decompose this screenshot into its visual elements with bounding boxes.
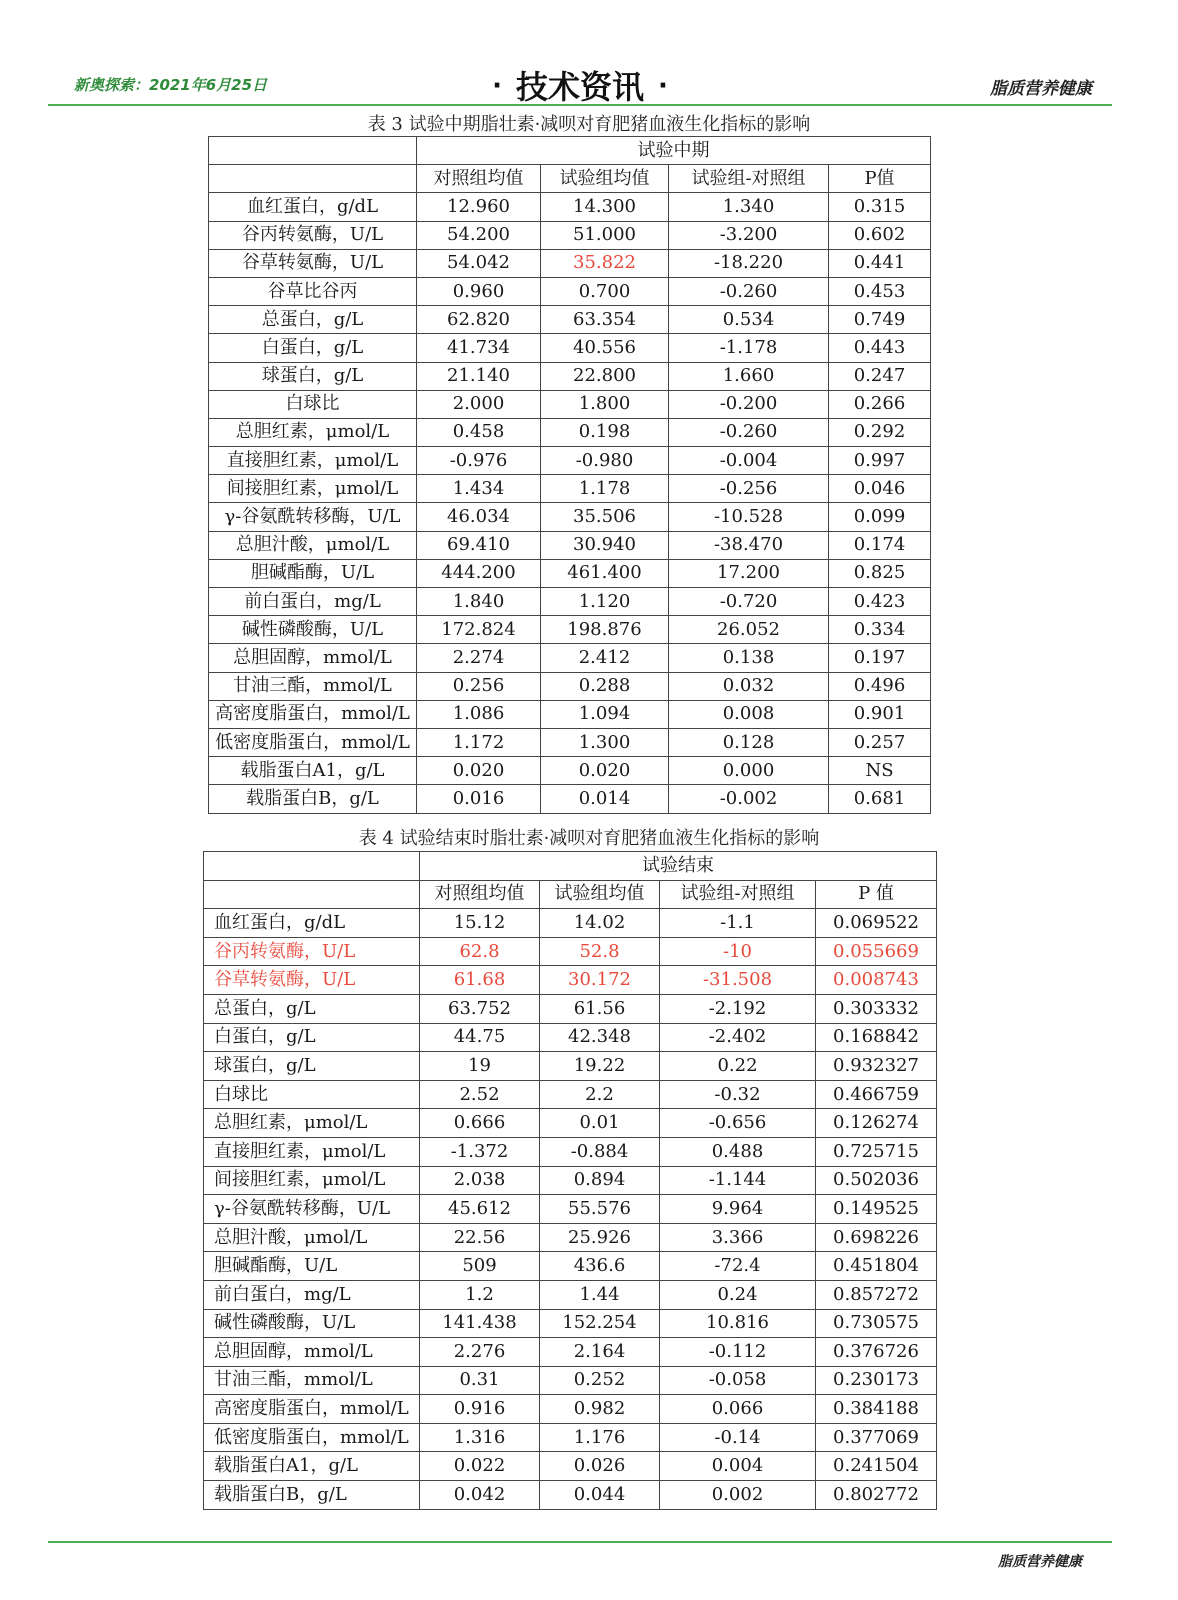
table4-diff-cell: 0.002 <box>660 1481 816 1510</box>
table3-test-mean-cell: 40.556 <box>541 334 669 362</box>
table3-control-mean-cell: 444.200 <box>417 559 541 587</box>
table4-diff-cell: 0.24 <box>660 1280 816 1309</box>
table3-indicator-cell: 总胆汁酸，μmol/L <box>209 531 417 559</box>
table3-indicator-cell: 载脂蛋白A1，g/L <box>209 757 417 785</box>
table3-test-mean-cell: 0.288 <box>541 672 669 700</box>
table4-indicator-cell: 直接胆红素，μmol/L <box>204 1137 420 1166</box>
table4-test-mean-cell: 14.02 <box>540 909 660 938</box>
table4-p-value-cell: 0.055669 <box>816 937 937 966</box>
table4-p-value-cell: 0.008743 <box>816 966 937 995</box>
table3-diff-cell: 0.000 <box>669 757 829 785</box>
table3-indicator-cell: 间接胆红素，μmol/L <box>209 475 417 503</box>
table4-indicator-cell: 球蛋白，g/L <box>204 1052 420 1081</box>
table3-test-mean-cell: 1.300 <box>541 728 669 756</box>
table3-p-value-cell: 0.099 <box>829 503 931 531</box>
table3-row <box>209 193 931 221</box>
table3-p-value-cell: 0.315 <box>829 193 931 221</box>
table4-row <box>204 1481 937 1510</box>
table4-diff-cell: -0.14 <box>660 1423 816 1452</box>
table3-p-value-cell: 0.681 <box>829 785 931 813</box>
table3-indicator-cell: 谷草转氨酶，U/L <box>209 249 417 277</box>
table3-caption: 表 3 试验中期脂壮素·减呗对育肥猪血液生化指标的影响 <box>367 114 811 135</box>
table3-p-value-cell: 0.901 <box>829 700 931 728</box>
table4-control-mean-cell: 62.8 <box>420 937 540 966</box>
table3-p-value-cell: 0.602 <box>829 221 931 249</box>
title-dot-right: · <box>658 71 668 101</box>
table3-diff-cell: -3.200 <box>669 221 829 249</box>
table3-control-mean-cell: 172.824 <box>417 616 541 644</box>
table4-group-header: 试验结束 <box>420 852 937 881</box>
table4-diff-cell: 9.964 <box>660 1195 816 1224</box>
page-footer <box>48 1541 1112 1570</box>
table4-p-value-cell: 0.384188 <box>816 1395 937 1424</box>
table3-test-mean-cell: 14.300 <box>541 193 669 221</box>
table4-indicator-cell: 碱性磷酸酶，U/L <box>204 1309 420 1338</box>
table3-diff-cell: -0.256 <box>669 475 829 503</box>
table3-indicator-cell: 高密度脂蛋白，mmol/L <box>209 700 417 728</box>
table4-control-mean-cell: 0.916 <box>420 1395 540 1424</box>
table3-indicator-cell: 白球比 <box>209 390 417 418</box>
table4-test-mean-cell: 25.926 <box>540 1223 660 1252</box>
table4-p-value-cell: 0.069522 <box>816 909 937 938</box>
table4-control-mean-cell: 0.042 <box>420 1481 540 1510</box>
table3-control-mean-cell: 54.200 <box>417 221 541 249</box>
table3-row <box>209 559 931 587</box>
table3-diff-cell: -18.220 <box>669 249 829 277</box>
table4-test-mean-cell: 0.026 <box>540 1452 660 1481</box>
table3-row <box>209 531 931 559</box>
table3-p-value-cell: 0.257 <box>829 728 931 756</box>
table4-indicator-cell: 总胆红素，μmol/L <box>204 1109 420 1138</box>
title-dot-left: · <box>492 71 502 101</box>
footer-brand: 脂质营养健康 <box>998 1554 1082 1570</box>
table3-diff-cell: 1.660 <box>669 362 829 390</box>
table4-test-mean-cell: 436.6 <box>540 1252 660 1281</box>
table4-control-mean-cell: 0.666 <box>420 1109 540 1138</box>
header-title: 技术资讯 <box>515 68 644 106</box>
table3-indicator-cell: 总蛋白，g/L <box>209 306 417 334</box>
table4-test-mean-cell: -0.884 <box>540 1137 660 1166</box>
table3-diff-cell: -1.178 <box>669 334 829 362</box>
table4-p-value-cell: 0.126274 <box>816 1109 937 1138</box>
table3-row <box>209 700 931 728</box>
table4-test-mean-cell: 42.348 <box>540 1023 660 1052</box>
table3-test-mean-cell: 30.940 <box>541 531 669 559</box>
table3-group-row <box>209 137 931 165</box>
table4-row <box>204 1109 937 1138</box>
table4-row <box>204 1309 937 1338</box>
table3-control-mean-cell: 0.016 <box>417 785 541 813</box>
table3-row <box>209 221 931 249</box>
table3-test-mean-cell: 198.876 <box>541 616 669 644</box>
table4-indicator-cell: 高密度脂蛋白，mmol/L <box>204 1395 420 1424</box>
table4-row <box>204 1052 937 1081</box>
table3-diff-cell: 0.032 <box>669 672 829 700</box>
table3-diff-cell: 0.008 <box>669 700 829 728</box>
table4-test-mean-cell: 19.22 <box>540 1052 660 1081</box>
table3-indicator-cell: 甘油三酯，mmol/L <box>209 672 417 700</box>
table4-diff-cell: 10.816 <box>660 1309 816 1338</box>
table3-control-mean-cell: 69.410 <box>417 531 541 559</box>
table3-control-mean-cell: 41.734 <box>417 334 541 362</box>
table4-row <box>204 1137 937 1166</box>
table3-p-value-cell: 0.174 <box>829 531 931 559</box>
table4-row <box>204 1280 937 1309</box>
table4-p-value-cell: 0.730575 <box>816 1309 937 1338</box>
table3-header-row <box>209 165 931 193</box>
table3-diff-cell: -0.002 <box>669 785 829 813</box>
table4-p-value-cell: 0.377069 <box>816 1423 937 1452</box>
table3-test-mean-cell: 51.000 <box>541 221 669 249</box>
table3-p-value-cell: 0.749 <box>829 306 931 334</box>
table3-indicator-cell: 直接胆红素，μmol/L <box>209 447 417 475</box>
table3-p-value-cell: 0.453 <box>829 277 931 305</box>
table3-test-mean-cell: 2.412 <box>541 644 669 672</box>
table3-row <box>209 785 931 813</box>
table4-test-mean-cell: 30.172 <box>540 966 660 995</box>
table3-control-mean-cell: 1.172 <box>417 728 541 756</box>
table4-test-mean-cell: 0.01 <box>540 1109 660 1138</box>
table3-indicator-cell: 谷草比谷丙 <box>209 277 417 305</box>
table4-row <box>204 1166 937 1195</box>
table4-caption: 表 4 试验结束时脂壮素·减呗对育肥猪血液生化指标的影响 <box>358 828 820 849</box>
table3-row <box>209 644 931 672</box>
table4-control-mean-cell: 44.75 <box>420 1023 540 1052</box>
table4-test-mean-cell: 2.164 <box>540 1338 660 1367</box>
table4-diff-cell: -31.508 <box>660 966 816 995</box>
table4-p-value-cell: 0.376726 <box>816 1338 937 1367</box>
table4-row <box>204 1423 937 1452</box>
table3-diff-cell: -0.260 <box>669 277 829 305</box>
table3-control-mean-cell: 0.458 <box>417 418 541 446</box>
table3-p-value-cell: 0.997 <box>829 447 931 475</box>
table3-control-mean-cell: 2.274 <box>417 644 541 672</box>
table4-indicator-cell: 白球比 <box>204 1080 420 1109</box>
table4-diff-cell: -0.32 <box>660 1080 816 1109</box>
table4-col-control: 对照组均值 <box>420 880 540 909</box>
table4-test-mean-cell: 0.252 <box>540 1366 660 1395</box>
table4-p-value-cell: 0.502036 <box>816 1166 937 1195</box>
table3-group-header: 试验中期 <box>417 137 931 165</box>
table4-test-mean-cell: 152.254 <box>540 1309 660 1338</box>
table4-row <box>204 1195 937 1224</box>
table3-test-mean-cell: 0.700 <box>541 277 669 305</box>
table3-indicator-cell: 谷丙转氨酶，U/L <box>209 221 417 249</box>
table3-test-mean-cell: 461.400 <box>541 559 669 587</box>
table3-row <box>209 588 931 616</box>
table3-control-mean-cell: 46.034 <box>417 503 541 531</box>
table4-test-mean-cell: 0.044 <box>540 1481 660 1510</box>
table4-control-mean-cell: 2.52 <box>420 1080 540 1109</box>
table3-test-mean-cell: 1.094 <box>541 700 669 728</box>
table3-row <box>209 334 931 362</box>
header-date: 新奥探索：2021年6月25日 <box>74 76 268 94</box>
table4-header-row <box>204 880 937 909</box>
table4-p-value-cell: 0.168842 <box>816 1023 937 1052</box>
table4-control-mean-cell: 19 <box>420 1052 540 1081</box>
table4-control-mean-cell: 22.56 <box>420 1223 540 1252</box>
table3-p-value-cell: 0.046 <box>829 475 931 503</box>
table4-indicator-cell: 前白蛋白，mg/L <box>204 1280 420 1309</box>
table4-control-mean-cell: 63.752 <box>420 994 540 1023</box>
table4-test-mean-cell: 1.44 <box>540 1280 660 1309</box>
table4-diff-cell: -2.192 <box>660 994 816 1023</box>
table4-control-mean-cell: 61.68 <box>420 966 540 995</box>
table4-col-diff: 试验组-对照组 <box>660 880 816 909</box>
table4-p-value-cell: 0.466759 <box>816 1080 937 1109</box>
table3-indicator-cell: 碱性磷酸酶，U/L <box>209 616 417 644</box>
table4-row <box>204 1452 937 1481</box>
table4-control-mean-cell: 1.316 <box>420 1423 540 1452</box>
table3-p-value-cell: 0.441 <box>829 249 931 277</box>
table4-diff-cell: 0.004 <box>660 1452 816 1481</box>
table3-row <box>209 249 931 277</box>
table4-test-mean-cell: 0.982 <box>540 1395 660 1424</box>
table3-diff-cell: 1.340 <box>669 193 829 221</box>
page-header <box>48 62 1112 106</box>
table4-indicator-cell: 载脂蛋白B，g/L <box>204 1481 420 1510</box>
table3-control-mean-cell: 54.042 <box>417 249 541 277</box>
table4-test-mean-cell: 61.56 <box>540 994 660 1023</box>
table4-diff-cell: -0.058 <box>660 1366 816 1395</box>
table4-indicator-cell: 谷丙转氨酶，U/L <box>204 937 420 966</box>
table4-indicator-cell: 谷草转氨酶，U/L <box>204 966 420 995</box>
table4-row <box>204 1080 937 1109</box>
table3-row <box>209 277 931 305</box>
table4-indicator-cell: 白蛋白，g/L <box>204 1023 420 1052</box>
table4-test-mean-cell: 0.894 <box>540 1166 660 1195</box>
table4-diff-cell: -1.144 <box>660 1166 816 1195</box>
table3-p-value-cell: 0.423 <box>829 588 931 616</box>
table3-indicator-cell: 载脂蛋白B，g/L <box>209 785 417 813</box>
table4-row <box>204 966 937 995</box>
table4-indicator-cell: 间接胆红素，μmol/L <box>204 1166 420 1195</box>
table4-indicator-cell: 低密度脂蛋白，mmol/L <box>204 1423 420 1452</box>
table4-control-mean-cell: 509 <box>420 1252 540 1281</box>
table3-diff-cell: 17.200 <box>669 559 829 587</box>
table3-control-mean-cell: 0.020 <box>417 757 541 785</box>
table4-corner-cell <box>204 852 420 881</box>
table3-control-mean-cell: 0.256 <box>417 672 541 700</box>
table4-p-value-cell: 0.303332 <box>816 994 937 1023</box>
table4-p-value-cell: 0.802772 <box>816 1481 937 1510</box>
table3-row <box>209 616 931 644</box>
table4-row <box>204 1395 937 1424</box>
table3-diff-cell: -0.720 <box>669 588 829 616</box>
table4-p-value-cell: 0.149525 <box>816 1195 937 1224</box>
header-brand: 脂质营养健康 <box>990 79 1092 99</box>
table4-indicator-cell: 总胆汁酸，μmol/L <box>204 1223 420 1252</box>
table3-test-mean-cell: 0.020 <box>541 757 669 785</box>
table3 <box>208 136 931 814</box>
table3-indicator-cell: γ-谷氨酰转移酶，U/L <box>209 503 417 531</box>
table3-test-mean-cell: 1.178 <box>541 475 669 503</box>
table3-indicator-cell: 总胆红素，μmol/L <box>209 418 417 446</box>
table3-row <box>209 418 931 446</box>
table4-diff-cell: 3.366 <box>660 1223 816 1252</box>
table4-control-mean-cell: 1.2 <box>420 1280 540 1309</box>
table3-diff-cell: -38.470 <box>669 531 829 559</box>
table3-p-value-cell: 0.496 <box>829 672 931 700</box>
table3-header-blank <box>209 165 417 193</box>
table4-p-value-cell: 0.698226 <box>816 1223 937 1252</box>
table3-row <box>209 306 931 334</box>
table3-control-mean-cell: 0.960 <box>417 277 541 305</box>
table3-test-mean-cell: 0.198 <box>541 418 669 446</box>
table4-indicator-cell: 总蛋白，g/L <box>204 994 420 1023</box>
table4-indicator-cell: 血红蛋白，g/dL <box>204 909 420 938</box>
table4-row <box>204 909 937 938</box>
table4-p-value-cell: 0.725715 <box>816 1137 937 1166</box>
table4-p-value-cell: 0.241504 <box>816 1452 937 1481</box>
table4-row <box>204 1366 937 1395</box>
table3-row <box>209 447 931 475</box>
table4-control-mean-cell: -1.372 <box>420 1137 540 1166</box>
table3-p-value-cell: 0.197 <box>829 644 931 672</box>
table3-row <box>209 362 931 390</box>
table3-test-mean-cell: 1.120 <box>541 588 669 616</box>
table3-test-mean-cell: 35.506 <box>541 503 669 531</box>
table4 <box>203 851 937 1510</box>
table4-row <box>204 1023 937 1052</box>
table3-test-mean-cell: 0.014 <box>541 785 669 813</box>
table3-p-value-cell: 0.334 <box>829 616 931 644</box>
table3-p-value-cell: 0.825 <box>829 559 931 587</box>
table3-test-mean-cell: -0.980 <box>541 447 669 475</box>
table3-diff-cell: 0.128 <box>669 728 829 756</box>
table3-col-diff: 试验组-对照组 <box>669 165 829 193</box>
table3-row <box>209 475 931 503</box>
table3-test-mean-cell: 22.800 <box>541 362 669 390</box>
table3-p-value-cell: 0.443 <box>829 334 931 362</box>
table3-row <box>209 503 931 531</box>
table4-test-mean-cell: 55.576 <box>540 1195 660 1224</box>
table3-diff-cell: 0.138 <box>669 644 829 672</box>
table4-row <box>204 994 937 1023</box>
table4-indicator-cell: 总胆固醇，mmol/L <box>204 1338 420 1367</box>
table4-group-row <box>204 852 937 881</box>
table3-p-value-cell: 0.266 <box>829 390 931 418</box>
table3-indicator-cell: 低密度脂蛋白，mmol/L <box>209 728 417 756</box>
table4-p-value-cell: 0.857272 <box>816 1280 937 1309</box>
table4-test-mean-cell: 52.8 <box>540 937 660 966</box>
table3-test-mean-cell: 1.800 <box>541 390 669 418</box>
table4-control-mean-cell: 45.612 <box>420 1195 540 1224</box>
table3-control-mean-cell: -0.976 <box>417 447 541 475</box>
table4-row <box>204 1252 937 1281</box>
table3-col-control: 对照组均值 <box>417 165 541 193</box>
table3-row <box>209 728 931 756</box>
table3-indicator-cell: 总胆固醇，mmol/L <box>209 644 417 672</box>
table4-control-mean-cell: 0.31 <box>420 1366 540 1395</box>
table3-diff-cell: 26.052 <box>669 616 829 644</box>
table4-indicator-cell: 甘油三酯，mmol/L <box>204 1366 420 1395</box>
table3-indicator-cell: 球蛋白，g/L <box>209 362 417 390</box>
table4-col-p: P 值 <box>816 880 937 909</box>
table4-diff-cell: 0.066 <box>660 1395 816 1424</box>
table3-col-test: 试验组均值 <box>541 165 669 193</box>
table3-diff-cell: 0.534 <box>669 306 829 334</box>
table3-diff-cell: -10.528 <box>669 503 829 531</box>
table4-row <box>204 1223 937 1252</box>
table3-row <box>209 672 931 700</box>
table4-control-mean-cell: 141.438 <box>420 1309 540 1338</box>
table4-diff-cell: -2.402 <box>660 1023 816 1052</box>
table4-test-mean-cell: 2.2 <box>540 1080 660 1109</box>
table3-test-mean-cell: 35.822 <box>541 249 669 277</box>
table3-indicator-cell: 胆碱酯酶，U/L <box>209 559 417 587</box>
table3-diff-cell: -0.200 <box>669 390 829 418</box>
table4-header-blank <box>204 880 420 909</box>
table4-diff-cell: -1.1 <box>660 909 816 938</box>
table4-p-value-cell: 0.230173 <box>816 1366 937 1395</box>
header-title-block <box>48 62 1112 108</box>
table3-row <box>209 757 931 785</box>
table3-col-p: P值 <box>829 165 931 193</box>
table3-control-mean-cell: 12.960 <box>417 193 541 221</box>
table4-indicator-cell: 载脂蛋白A1，g/L <box>204 1452 420 1481</box>
table3-control-mean-cell: 1.840 <box>417 588 541 616</box>
table3-indicator-cell: 白蛋白，g/L <box>209 334 417 362</box>
table3-row <box>209 390 931 418</box>
table4-diff-cell: -72.4 <box>660 1252 816 1281</box>
table4-control-mean-cell: 2.276 <box>420 1338 540 1367</box>
table3-control-mean-cell: 21.140 <box>417 362 541 390</box>
table3-diff-cell: -0.260 <box>669 418 829 446</box>
table3-corner-cell <box>209 137 417 165</box>
table4-col-test: 试验组均值 <box>540 880 660 909</box>
table3-p-value-cell: 0.247 <box>829 362 931 390</box>
table4-row <box>204 937 937 966</box>
table3-p-value-cell: NS <box>829 757 931 785</box>
table3-control-mean-cell: 62.820 <box>417 306 541 334</box>
table4-p-value-cell: 0.932327 <box>816 1052 937 1081</box>
table4-diff-cell: -0.112 <box>660 1338 816 1367</box>
table3-control-mean-cell: 1.434 <box>417 475 541 503</box>
table3-indicator-cell: 血红蛋白，g/dL <box>209 193 417 221</box>
table3-control-mean-cell: 1.086 <box>417 700 541 728</box>
table4-diff-cell: 0.488 <box>660 1137 816 1166</box>
table4-row <box>204 1338 937 1367</box>
table3-p-value-cell: 0.292 <box>829 418 931 446</box>
table4-diff-cell: -0.656 <box>660 1109 816 1138</box>
table4-indicator-cell: 胆碱酯酶，U/L <box>204 1252 420 1281</box>
table4-control-mean-cell: 0.022 <box>420 1452 540 1481</box>
table3-indicator-cell: 前白蛋白，mg/L <box>209 588 417 616</box>
table3-test-mean-cell: 63.354 <box>541 306 669 334</box>
table4-test-mean-cell: 1.176 <box>540 1423 660 1452</box>
table4-control-mean-cell: 15.12 <box>420 909 540 938</box>
table4-indicator-cell: γ-谷氨酰转移酶，U/L <box>204 1195 420 1224</box>
table3-control-mean-cell: 2.000 <box>417 390 541 418</box>
table4-diff-cell: -10 <box>660 937 816 966</box>
table4-p-value-cell: 0.451804 <box>816 1252 937 1281</box>
table4-diff-cell: 0.22 <box>660 1052 816 1081</box>
table4-control-mean-cell: 2.038 <box>420 1166 540 1195</box>
table3-diff-cell: -0.004 <box>669 447 829 475</box>
